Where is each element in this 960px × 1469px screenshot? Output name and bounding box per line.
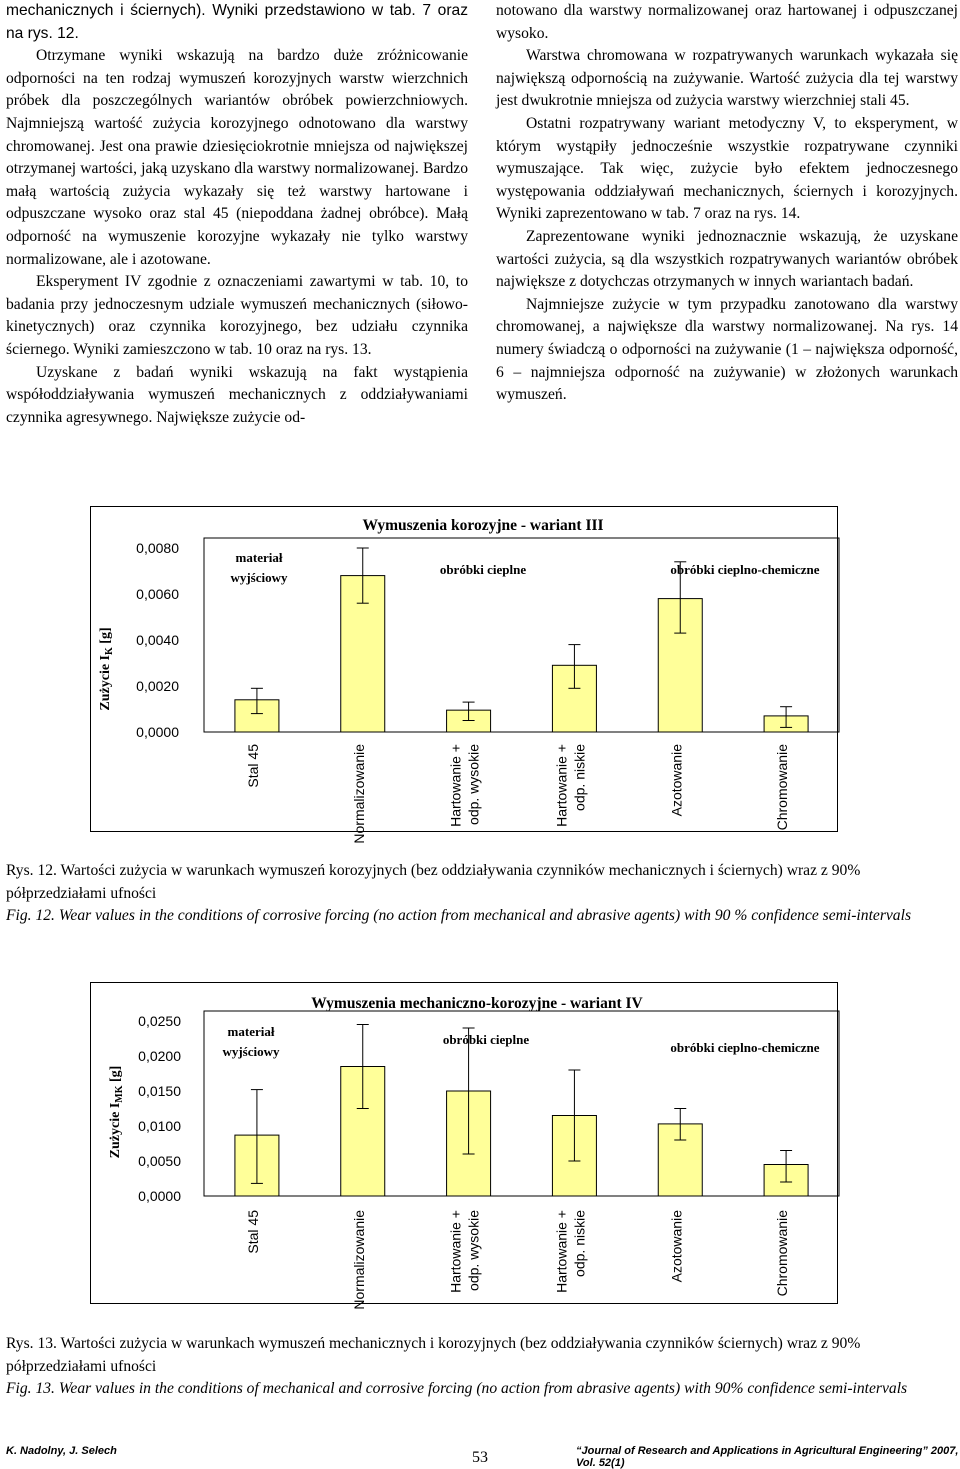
y-tick-label: 0,0080 bbox=[136, 540, 179, 556]
group-label: materiał bbox=[227, 1024, 275, 1039]
category-label: Hartowanie + bbox=[447, 744, 464, 827]
figure-13-chart bbox=[90, 982, 838, 1310]
caption-12-polish: Rys. 12. Wartości zużycia w warunkach wymuszeń korozyjnych (bez oddziaływania czynników mechanicznych i ściernych) wraz z 90% półprzedziałami ufności bbox=[6, 862, 861, 902]
y-tick-label: 0,0100 bbox=[138, 1118, 181, 1134]
category-label: Hartowanie + bbox=[447, 1210, 464, 1293]
category-label: odp. wysokie bbox=[465, 1210, 482, 1291]
y-tick-label: 0,0000 bbox=[138, 1188, 181, 1204]
footer-page-number: 53 bbox=[472, 1449, 488, 1466]
y-tick-label: 0,0060 bbox=[136, 586, 179, 602]
right-paragraph-5: Najmniejsze zużycie w tym przypadku zanotowano dla warstwy chromowanej, a największe dla warstwy normalizowanej. Na rys. 14 numery świadczą o odporności na zużywanie (1 – największa odporność, 6 – najmniejsza odporność na zużywanie) w złożonych warunkach wymuszeń. bbox=[496, 295, 958, 404]
category-label: Stal 45 bbox=[244, 1210, 261, 1254]
group-label: materiał bbox=[235, 550, 283, 565]
y-tick-label: 0,0040 bbox=[136, 632, 179, 648]
y-tick-label: 0,0050 bbox=[138, 1153, 181, 1169]
text-column-right bbox=[496, 0, 958, 407]
caption-13-english: Fig. 13. Wear values in the conditions of mechanical and corrosive forcing (no action from abrasive agents) with 90% confidence semi-intervals bbox=[6, 1380, 908, 1398]
category-label: Hartowanie + bbox=[553, 744, 570, 827]
category-label: Azotowanie bbox=[668, 1210, 685, 1283]
category-label: Normalizowanie bbox=[350, 744, 367, 844]
category-label: Chromowanie bbox=[774, 744, 791, 831]
chart-12-svg bbox=[1, 506, 960, 844]
category-label: Chromowanie bbox=[774, 1210, 791, 1297]
left-paragraph-4: Uzyskane z badań wyniki wskazują na fakt wystąpienia współoddziaływania wymuszeń mechanicznych z oddziaływaniami czynnika agresywnego. Największe zużycie od- bbox=[6, 363, 468, 426]
right-paragraph-1: notowano dla warstwy normalizowanej oraz hartowanej i odpuszczanej wysoko. bbox=[496, 2, 958, 42]
chart-title: Wymuszenia mechaniczno-korozyjne - wariant IV bbox=[311, 995, 643, 1012]
footer-journal-quote: “ bbox=[576, 1445, 582, 1457]
y-tick-label: 0,0250 bbox=[138, 1013, 181, 1029]
caption-12-english: Fig. 12. Wear values in the conditions of corrosive forcing (no action from mechanical and abrasive agents) with 90 % confidence semi-intervals bbox=[6, 907, 912, 925]
chart-13-svg bbox=[1, 982, 960, 1310]
footer-authors: K. Nadolny, J. Selech bbox=[6, 1445, 117, 1457]
y-axis-label: Zużycie $I_K$ [g] bbox=[98, 627, 115, 711]
y-tick-label: 0,0150 bbox=[138, 1083, 181, 1099]
text-column-left bbox=[6, 0, 468, 429]
figure-12-caption bbox=[6, 860, 956, 928]
right-paragraph-2: Warstwa chromowana w rozpatrywanych warunkach wykazała się największą odpornością na zużywanie. Wartość zużycia dla tej warstwy jest dwukrotnie mniejsza od zużycia warstwy wierzchniej stali 45. bbox=[496, 47, 958, 110]
right-paragraph-4: Zaprezentowane wyniki jednoznacznie wskazują, że uzyskane wartości zużycia, są dla wszystkich rozpatrywanych wariantów obróbek największe z dotychczas otrzymanych w innych wariantach badań. bbox=[496, 227, 958, 291]
group-label: wyjściowy bbox=[230, 570, 288, 585]
group-label: obróbki cieplne bbox=[439, 562, 527, 577]
group-label: obróbki cieplno-chemiczne bbox=[670, 1040, 820, 1055]
figure-12-chart bbox=[90, 506, 838, 844]
y-tick-label: 0,0000 bbox=[136, 724, 179, 740]
right-paragraph-3: Ostatni rozpatrywany wariant metodyczny V, to eksperyment, w którym wystąpiły jednocześnie wszystkie rozpatrywane czynniki wymuszające. Tak więc, zużycie było efektem jednoczesnego występowania oddziaływań mechanicznych, ściernych i korozyjnych. Wyniki zaprezentowano w tab. 7 oraz na rys. 14. bbox=[496, 114, 958, 223]
category-label: Hartowanie + bbox=[553, 1210, 570, 1293]
footer-journal-text: Journal of Research and Applications in Agricultural Engineering” 2007, Vol. 52(1) bbox=[576, 1445, 959, 1469]
caption-13-polish: Rys. 13. Wartości zużycia w warunkach wymuszeń mechanicznych i korozyjnych (bez oddziaływania czynników ściernych) wraz z 90% półprzedziałami ufności bbox=[6, 1335, 861, 1375]
category-label: odp. wysokie bbox=[465, 744, 482, 825]
category-label: Normalizowanie bbox=[350, 1210, 367, 1310]
group-label: obróbki cieplne bbox=[442, 1032, 530, 1047]
chart-title: Wymuszenia korozyjne - wariant III bbox=[362, 517, 604, 534]
y-tick-label: 0,0020 bbox=[136, 678, 179, 694]
category-label: odp. niskie bbox=[571, 1210, 588, 1277]
y-axis-label: Zużycie $I_{MK}$ [g] bbox=[108, 1065, 125, 1159]
figure-13-caption bbox=[6, 1333, 956, 1401]
category-label: Azotowanie bbox=[668, 744, 685, 817]
group-label: wyjściowy bbox=[222, 1044, 280, 1059]
category-label: Stal 45 bbox=[244, 744, 261, 788]
group-label: obróbki cieplno-chemiczne bbox=[670, 562, 820, 577]
category-label: odp. niskie bbox=[571, 744, 588, 811]
footer-journal bbox=[576, 1445, 960, 1469]
left-paragraph-2: Otrzymane wyniki wskazują na bardzo duże zróżnicowanie odporności na ten rodzaj wymuszeń korozyjnych warstw wierzchnich próbek dla poszczególnych wariantów obróbek powierzchniowych. Najmniejszą wartość zużycia korozyjnego odnotowano dla warstwy chromowanej. Jest ona prawie dziesięciokrotnie mniejsza od największej otrzymanej wartości, jaką uzyskano dla warstwy normalizowanej. Bardzo małą wartością zużycia wykazały się też warstwy hartowane i odpuszczane wysoko oraz stal 45 (niepoddana żadnej obróbce). Małą odporność na wymuszenie korozyjne wykazały nie tylko warstwy normalizowane, ale i azotowane. bbox=[6, 47, 468, 268]
left-paragraph-3: Eksperyment IV zgodnie z oznaczeniami zawartymi w tab. 10, to badania przy jednoczesnym udziale wymuszeń mechanicznych (siłowo-kinetycznych) oraz czynnika korozyjnego, bez udziału czynnika ściernego. Wyniki zamieszczono w tab. 10 oraz na rys. 13. bbox=[6, 273, 468, 358]
y-tick-label: 0,0200 bbox=[138, 1048, 181, 1064]
left-paragraph-1: mechanicznych i ściernych). Wyniki przedstawiono w tab. 7 oraz na rys. 12. bbox=[6, 2, 468, 42]
